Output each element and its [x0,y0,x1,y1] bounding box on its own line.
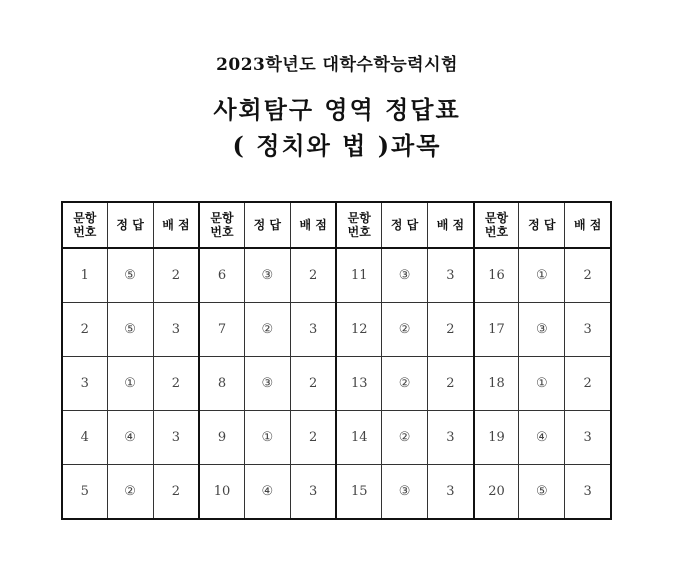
question-number-cell: 12 [336,303,381,357]
question-number-header-line2: 번호 [347,225,371,239]
answer-cell: ② [107,465,153,520]
question-number-cell: 1 [62,248,107,303]
question-number-header-line2: 번호 [210,225,234,239]
question-number-cell: 5 [62,465,107,520]
answer-header: 정 답 [382,202,428,248]
answer-cell: ⑤ [107,248,153,303]
answer-cell: ④ [107,411,153,465]
question-number-cell: 16 [474,248,519,303]
question-number-cell: 6 [199,248,244,303]
points-cell: 3 [565,303,611,357]
answer-header: 정 답 [519,202,565,248]
question-number-cell: 17 [474,303,519,357]
question-number-cell: 2 [62,303,107,357]
answer-cell: ③ [244,357,290,411]
points-cell: 2 [153,465,199,520]
table-row [62,357,611,411]
points-cell: 3 [153,411,199,465]
answer-cell: ④ [519,411,565,465]
question-number-cell: 20 [474,465,519,520]
question-number-header [199,202,244,248]
points-header: 배 점 [290,202,336,248]
question-number-cell: 10 [199,465,244,520]
points-header: 배 점 [565,202,611,248]
question-number-cell: 15 [336,465,381,520]
table-row [62,303,611,357]
answer-cell: ③ [519,303,565,357]
question-number-cell: 11 [336,248,381,303]
answer-cell: ② [382,357,428,411]
question-number-cell: 7 [199,303,244,357]
question-number-header [62,202,107,248]
question-number-cell: 13 [336,357,381,411]
answer-key-table [61,201,612,520]
points-cell: 3 [428,248,474,303]
answer-header: 정 답 [107,202,153,248]
points-cell: 2 [290,357,336,411]
table-row [62,465,611,520]
question-number-cell: 4 [62,411,107,465]
exam-title: 2023학년도 대학수학능력시험 [216,55,458,75]
question-number-header-line1: 문항 [73,211,97,225]
answer-cell: ① [244,411,290,465]
points-cell: 2 [428,357,474,411]
answer-cell: ④ [244,465,290,520]
answer-header: 정 답 [244,202,290,248]
question-number-header-line1: 문항 [347,211,371,225]
points-cell: 2 [565,248,611,303]
answer-cell: ③ [382,248,428,303]
header-row [62,202,611,248]
points-cell: 3 [428,411,474,465]
question-number-cell: 18 [474,357,519,411]
points-cell: 2 [153,248,199,303]
points-cell: 2 [153,357,199,411]
points-cell: 3 [290,465,336,520]
question-number-header [336,202,381,248]
question-number-cell: 8 [199,357,244,411]
answer-cell: ③ [382,465,428,520]
question-number-header-line1: 문항 [210,211,234,225]
question-number-cell: 19 [474,411,519,465]
answer-cell: ② [244,303,290,357]
question-number-cell: 3 [62,357,107,411]
question-number-header-line1: 문항 [484,211,509,225]
points-cell: 2 [290,248,336,303]
table-row [62,411,611,465]
answer-cell: ⑤ [107,303,153,357]
question-number-header-line2: 번호 [73,225,97,239]
points-cell: 3 [565,411,611,465]
points-cell: 2 [428,303,474,357]
points-header: 배 점 [153,202,199,248]
points-cell: 2 [290,411,336,465]
subject-title: ( 정치와 법 )과목 [232,131,442,160]
answer-cell: ③ [244,248,290,303]
points-cell: 3 [153,303,199,357]
answer-cell: ① [107,357,153,411]
answer-cell: ② [382,303,428,357]
points-cell: 3 [290,303,336,357]
points-cell: 3 [428,465,474,520]
answer-cell: ① [519,357,565,411]
table-row [62,248,611,303]
points-header: 배 점 [428,202,474,248]
answer-key-title: 사회탐구 영역 정답표 [213,95,461,124]
points-cell: 3 [565,465,611,520]
question-number-header [474,202,519,248]
points-cell: 2 [565,357,611,411]
answer-cell: ② [382,411,428,465]
answer-cell: ① [519,248,565,303]
question-number-header-line2: 번호 [484,225,509,239]
answer-cell: ⑤ [519,465,565,520]
question-number-cell: 9 [199,411,244,465]
question-number-cell: 14 [336,411,381,465]
